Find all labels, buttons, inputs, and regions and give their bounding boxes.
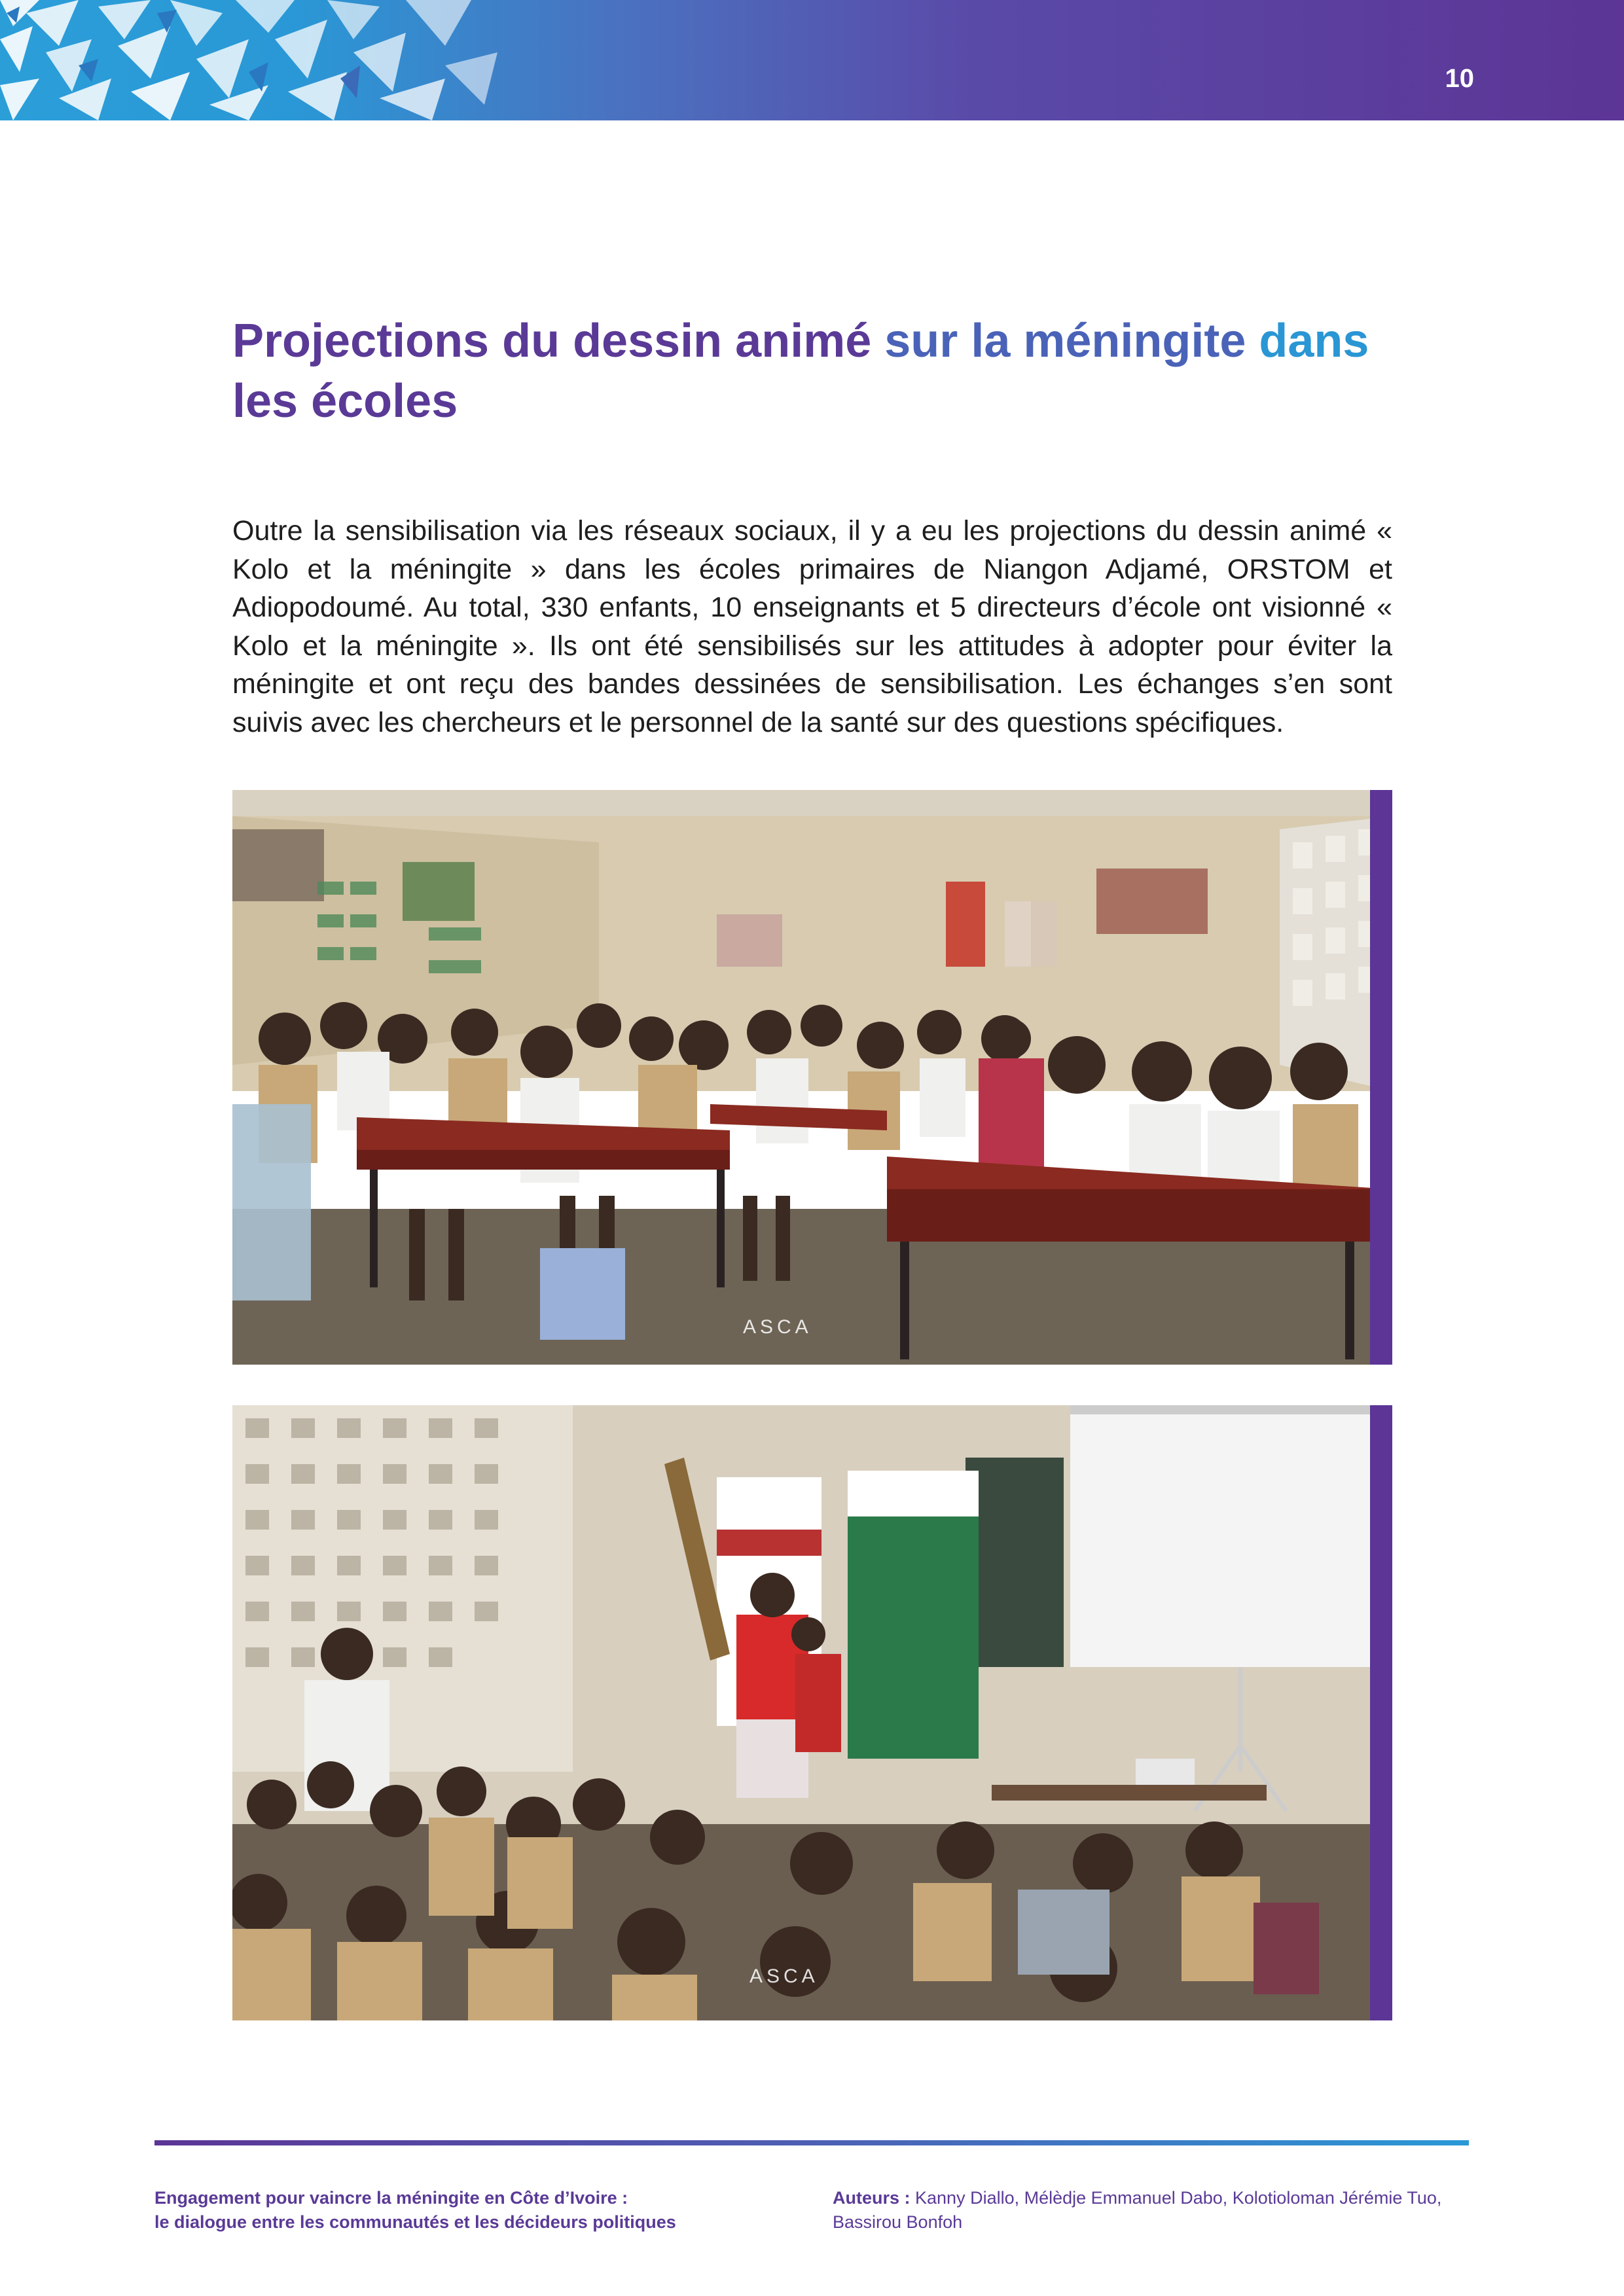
title-line-2: les écoles	[232, 375, 458, 427]
title-part-1: Projections du dessin animé	[232, 315, 885, 367]
classroom-photo-2	[232, 1405, 1392, 2020]
title-part-3: dans	[1259, 315, 1369, 367]
footer-authors	[833, 2186, 1461, 2234]
classroom-photo-1	[232, 790, 1392, 1365]
footer-title-line-2: le dialogue entre les communautés et les décideurs politiques	[154, 2212, 676, 2232]
authors-label: Auteurs :	[833, 2188, 911, 2208]
classroom-illustration-2	[232, 1405, 1392, 2020]
footer-title-line-1: Engagement pour vaincre la méningite en Côte d’Ivoire :	[154, 2188, 628, 2208]
header-band	[0, 0, 1624, 120]
body-paragraph: Outre la sensibilisation via les réseaux sociaux, il y a eu les projections du dessin animé « Kolo et la méningite » dans les écoles primaires de Niangon Adjamé, ORSTOM et Adiopodoumé. Au total, 330 enfants, 10 enseignants et 5 directeurs d’école ont visionné « Kolo et la méningite ». Ils ont été sensibilisés sur les attitudes à adopter pour éviter la méningite et ont reçu des bandes dessinées de sensibilisation. Les échanges s’en sont suivis avec les chercheurs et le personnel de la santé sur des questions spécifiques.	[232, 515, 1392, 738]
classroom-illustration-1	[232, 790, 1392, 1365]
asca-watermark-2: ASCA	[749, 1965, 819, 1987]
authors-names: Kanny Diallo, Mélèdje Emmanuel Dabo, Kolotioloman Jérémie Tuo, Bassirou Bonfoh	[833, 2188, 1442, 2232]
page-title	[232, 311, 1398, 431]
photo-accent-bar-1	[1370, 790, 1392, 1365]
page-number: 10	[1445, 64, 1474, 93]
asca-watermark-1: ASCA	[743, 1316, 812, 1338]
photo-accent-bar-2	[1370, 1405, 1392, 2020]
footer-divider	[154, 2140, 1469, 2145]
footer-document-title	[154, 2186, 809, 2234]
title-part-2: sur la méningite	[884, 315, 1259, 367]
triangle-mosaic-pattern-icon	[0, 0, 524, 120]
